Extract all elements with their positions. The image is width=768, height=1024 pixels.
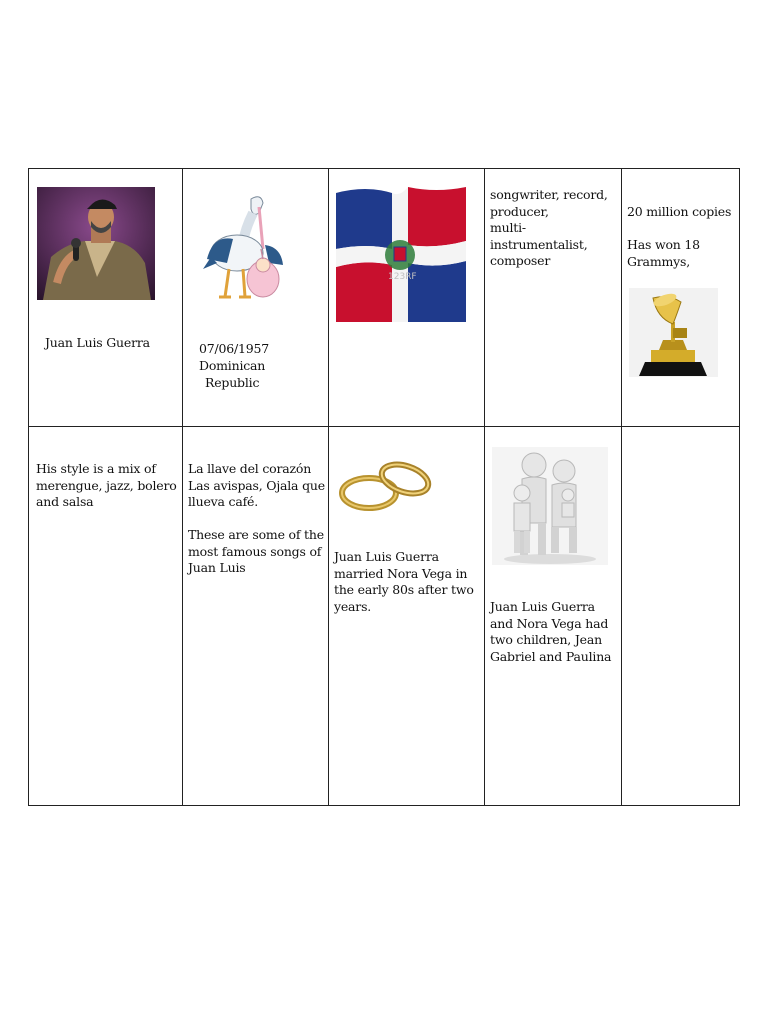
family-figures-icon bbox=[492, 447, 608, 565]
cell-style bbox=[28, 426, 183, 806]
cell-roles bbox=[484, 168, 622, 427]
marriage-text: Juan Luis Guerra married Nora Vega in the early 80s after two years. bbox=[334, 549, 474, 614]
cell-awards bbox=[621, 168, 740, 427]
cell-marriage bbox=[328, 426, 485, 806]
grammy-trophy-icon bbox=[629, 288, 718, 377]
birth-country-line1: Dominican bbox=[199, 358, 266, 373]
cell-empty bbox=[621, 426, 740, 806]
cell-artist bbox=[28, 168, 183, 427]
children-text: Juan Luis Guerra and Nora Vega had two children, Jean Gabriel and Paulina bbox=[490, 599, 612, 664]
info-table bbox=[28, 168, 740, 806]
birth-country-line2: Republic bbox=[205, 375, 260, 390]
cell-children bbox=[484, 426, 622, 806]
songs-note: These are some of the most famous songs of Juan Luis bbox=[188, 527, 324, 575]
flag-watermark: 123RF bbox=[388, 272, 417, 282]
birth-date: 07/06/1957 bbox=[199, 341, 270, 356]
style-text: His style is a mix of merengue, jazz, bolero and salsa bbox=[36, 461, 177, 509]
cell-songs bbox=[182, 426, 329, 806]
wedding-rings-icon bbox=[337, 455, 437, 523]
songs-list: La llave del corazón Las avispas, Ojala que llueva café. bbox=[188, 461, 325, 509]
grammys-text: Has won 18 Grammys, bbox=[627, 237, 700, 269]
artist-name: Juan Luis Guerra bbox=[45, 335, 150, 350]
sales-text: 20 million copies bbox=[627, 204, 732, 219]
dominican-flag-icon bbox=[336, 187, 466, 322]
roles-text: songwriter, record, producer, multi- instrumentalist, composer bbox=[490, 187, 608, 268]
artist-photo bbox=[37, 187, 155, 300]
cell-flag bbox=[328, 168, 485, 427]
cell-birth bbox=[182, 168, 329, 427]
stork-baby-icon bbox=[193, 189, 289, 307]
